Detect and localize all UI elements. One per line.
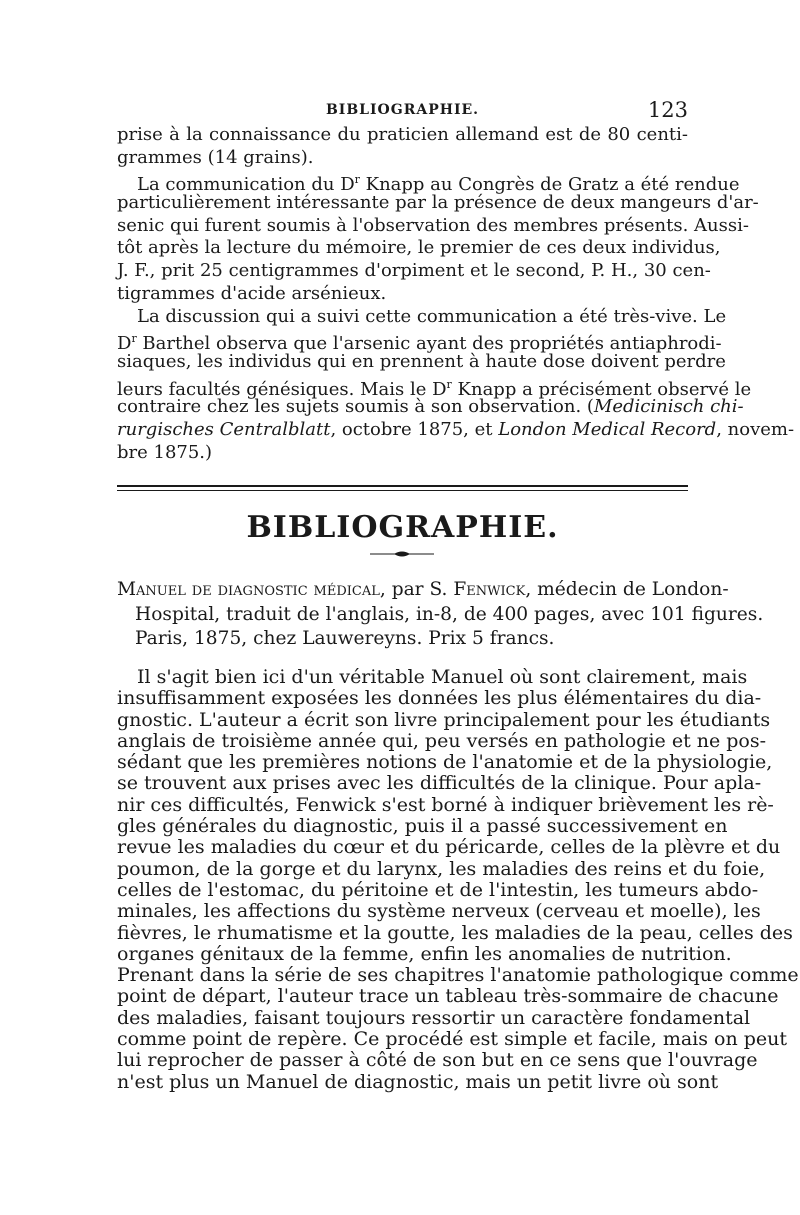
text-line: contraire chez les sujets soumis à son observation. (Medicinisch chi- [117,396,744,418]
top-text-block [117,124,795,464]
text-line: J. F., prit 25 centigrammes d'orpiment et le second, P. H., 30 cen- [117,260,711,282]
text-line: des maladies, faisant toujours ressortir un caractère fondamental [117,1006,751,1029]
text-line: particulièrement intéressante par la présence de deux mangeurs d'ar- [117,192,759,214]
text-line: poumon, de la gorge et du larynx, les maladies des reins et du foie, [117,857,766,880]
text-line: siaques, les individus qui en prennent à haute dose doivent perdre [117,350,726,372]
text-line: bre 1875.) [117,441,213,463]
text-line: sédant que les premières notions de l'anatomie et de la physiologie, [117,751,773,774]
text-line: tigrammes d'acide arsénieux. [117,282,387,304]
text-line: n'est plus un Manuel de diagnostic, mais un petit livre où sont [117,1070,719,1093]
text-line: gles générales du diagnostic, puis il a passé successivement en [117,815,728,838]
section-rule-bottom [117,490,688,491]
text-line: comme point de repère. Ce procédé est simple et facile, mais on peut [117,1028,788,1051]
text-line: gnostic. L'auteur a écrit son livre principalement pour les étudiants [117,708,771,731]
text-line: Il s'agit bien ici d'un véritable Manuel où sont clairement, mais [137,666,748,688]
page-number: 123 [647,98,688,122]
text-line: insuffisamment exposées les données les plus élémentaires du dia- [117,687,762,710]
text-line: se trouvent aux prises avec les difficultés de la clinique. Pour apla- [117,772,762,795]
text-line: anglais de troisième année qui, peu versés en pathologie et ne pos- [117,729,767,752]
text-line: organes génitaux de la femme, enfin les anomalies de nutrition. [117,942,732,965]
text-line: lui reprocher de passer à côté de son but en ce sens que l'ouvrage [117,1049,758,1072]
text-line: minales, les affections du système nerveux (cerveau et moelle), les [117,900,761,923]
text-line: senic qui furent soumis à l'observation des membres présents. Aussi- [117,214,749,236]
text-line: tôt après la lecture du mémoire, le premier de ces deux individus, [117,237,721,259]
section-title: BIBLIOGRAPHIE. [246,510,559,545]
section-rule-top [117,485,688,487]
text-line: rurgisches Centralblatt, octobre 1875, et London Medical Record, novem- [117,418,795,440]
reference-line: Hospital, traduit de l'anglais, in-8, de 400 pages, avec 101 figures. [135,603,764,625]
review-text [117,666,799,1093]
text-line: point de départ, l'auteur trace un tableau très-sommaire de chacune [117,985,779,1008]
bibliographic-reference [117,578,764,652]
reference-line: Manuel de diagnostic médical, par S. Fenwick, médecin de London- [117,579,729,600]
text-line: nir ces difficultés, Fenwick s'est borné à indiquer brièvement les rè- [117,793,774,816]
text-line: prise à la connaissance du praticien allemand est de 80 centi- [117,124,688,145]
text-line: La discussion qui a suivi cette communication a été très-vive. Le [137,305,727,327]
text-line: grammes (14 grains). [117,146,314,168]
text-line: $D^r$ Barthel observa que l'arsenic ayant des propriétés antiaphrodi- [117,332,722,355]
running-head [117,98,688,124]
reference-line: Paris, 1875, chez Lauwereyns. Prix 5 francs. [135,628,555,649]
text-line: revue les maladies du cœur et du péricarde, celles de la plèvre et du [117,836,781,859]
text-line: leurs facultés génésiques. Mais le $D^r$ Knapp a précisément observé le [117,377,752,400]
ornament-divider [352,549,452,559]
running-title: BIBLIOGRAPHIE. [325,102,480,118]
text-line: fièvres, le rhumatisme et la goutte, les maladies de la peau, celles des [117,921,793,944]
text-line: Prenant dans la série de ses chapitres l'anatomie pathologique comme [117,964,799,987]
text-line: La communication du $D^r$ Knapp au Congrès de Gratz a été rendue [137,173,740,196]
text-line: celles de l'estomac, du péritoine et de l'intestin, les tumeurs abdo- [117,878,759,901]
